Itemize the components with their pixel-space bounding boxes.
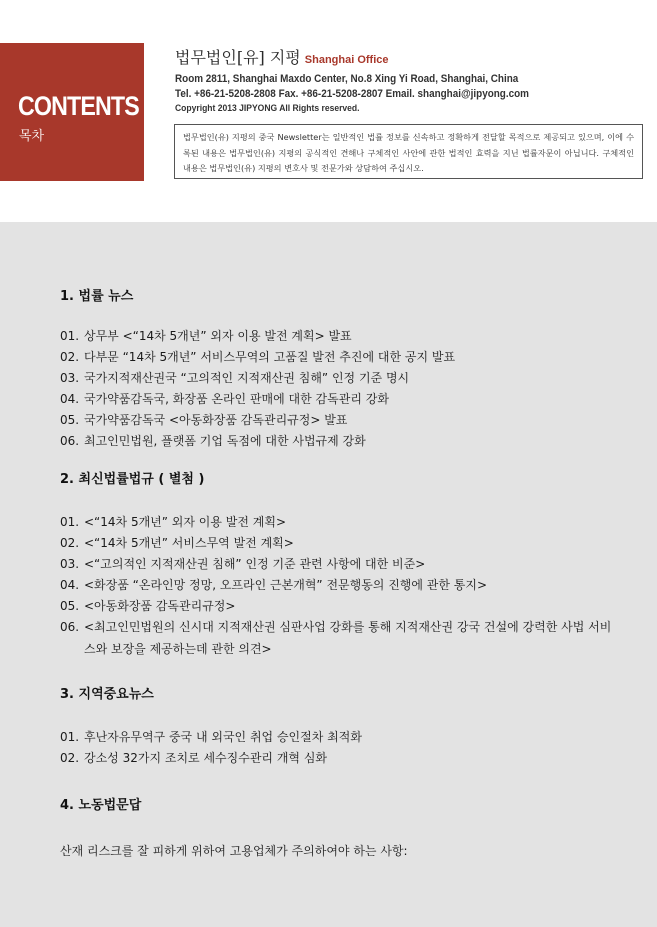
item-number: 02. — [60, 536, 80, 550]
item-number: 05. — [60, 413, 80, 427]
list-item[interactable] — [60, 325, 620, 347]
item-number: 02. — [60, 751, 80, 765]
list-item[interactable] — [60, 595, 620, 617]
address-line: Room 2811, Shanghai Maxdo Center, No.8 Xing Yi Road, Shanghai, China — [175, 73, 519, 85]
item-text: 최고인민법원, 플랫폼 기업 독점에 대한 사법규제 강화 — [84, 434, 366, 448]
item-text: 후난자유무역구 중국 내 외국인 취업 승인절차 최적화 — [84, 730, 362, 744]
item-text: 국가약품감독국, 화장품 온라인 판매에 대한 감독관리 강화 — [84, 392, 389, 406]
list-item[interactable] — [60, 409, 620, 431]
section-title-regional-news: 3. 지역중요뉴스 — [60, 687, 154, 702]
item-text: 다부문 “14차 5개년” 서비스무역의 고품질 발전 추진에 대한 공지 발표 — [84, 350, 456, 364]
office-label: Shanghai Office — [304, 54, 389, 66]
item-text: <“고의적인 지적재산권 침해” 인정 기준 관련 사항에 대한 비준> — [84, 557, 426, 571]
list-item[interactable] — [60, 511, 620, 533]
copyright: Copyright 2013 JIPYONG All Rights reserved. — [175, 103, 360, 114]
list-item[interactable] — [60, 388, 620, 410]
item-number: 04. — [60, 392, 80, 406]
item-number: 01. — [60, 515, 80, 529]
item-text: <최고인민법원의 신시대 지적재산권 심판사업 강화를 통해 지적재산권 강국 건설에 강력한 사법 서비스와 보장을 제공하는데 관한 의견> — [84, 620, 612, 656]
firm-name-text: 법무법인[유] 지평 — [175, 48, 301, 67]
newsletter-header — [0, 0, 657, 222]
list-item[interactable] — [60, 367, 620, 389]
list-item[interactable] — [60, 726, 620, 748]
item-text: <아동화장품 감독관리규정> — [84, 599, 236, 613]
contents-subtitle: 목차 — [19, 129, 45, 144]
contact-line: Tel. +86-21-5208-2808 Fax. +86-21-5208-2807 Email. shanghai@jipyong.com — [175, 88, 529, 100]
list-item[interactable] — [60, 574, 620, 596]
item-number: 02. — [60, 350, 80, 364]
item-text: 강소성 32가지 조치로 세수징수관리 개혁 심화 — [84, 751, 327, 765]
contents-title: CONTENTS — [18, 91, 139, 121]
item-text: <“14차 5개년” 서비스무역 발전 계획> — [84, 536, 294, 550]
list-item[interactable] — [60, 430, 620, 452]
list-item[interactable] — [60, 553, 620, 575]
item-text: 상무부 <“14차 5개년” 외자 이용 발전 계획> 발표 — [84, 329, 352, 343]
item-text: <“14차 5개년” 외자 이용 발전 계획> — [84, 515, 287, 529]
item-text: 국가약품감독국 <아동화장품 감독관리규정> 발표 — [84, 413, 348, 427]
list-item[interactable] — [60, 747, 620, 769]
item-number: 01. — [60, 329, 80, 343]
item-number: 03. — [60, 371, 80, 385]
section-title-latest-laws: 2. 최신법률법규 ( 별첨 ) — [60, 472, 205, 487]
firm-name — [175, 45, 389, 68]
item-number: 04. — [60, 578, 80, 592]
labor-qa-question[interactable]: 산재 리스크를 잘 피하게 위하여 고용업체가 주의하여야 하는 사항: — [60, 844, 408, 858]
item-number: 05. — [60, 599, 80, 613]
disclaimer-box: 법무법인(유) 지평의 중국 Newsletter는 일반적인 법률 정보를 신속하고 정확하게 전달할 목적으로 제공되고 있으며, 이에 수록된 내용은 법무법인(유) 지평의 공식적인 견해나 구체적인 사안에 관한 법적인 효력을 지닌 법률자문이 아닙니다. 구체적인 내용은 법무법인(유) 지평의 변호사 및 전문가와 상담하여 주십시오. — [174, 124, 643, 179]
item-number: 06. — [60, 434, 80, 448]
contents-banner — [0, 43, 144, 181]
item-text: <화장품 “온라인망 정망, 오프라인 근본개혁” 전문행동의 진행에 관한 통지> — [84, 578, 488, 592]
item-number: 01. — [60, 730, 80, 744]
item-number: 03. — [60, 557, 80, 571]
section-title-labor-qa: 4. 노동법문답 — [60, 798, 142, 813]
item-text: 국가지적재산권국 “고의적인 지적재산권 침해” 인정 기준 명시 — [84, 371, 410, 385]
section-title-legal-news: 1. 법률 뉴스 — [60, 289, 134, 304]
list-item[interactable] — [60, 616, 620, 660]
item-number: 06. — [60, 620, 80, 634]
list-item[interactable] — [60, 532, 620, 554]
list-item[interactable] — [60, 346, 620, 368]
